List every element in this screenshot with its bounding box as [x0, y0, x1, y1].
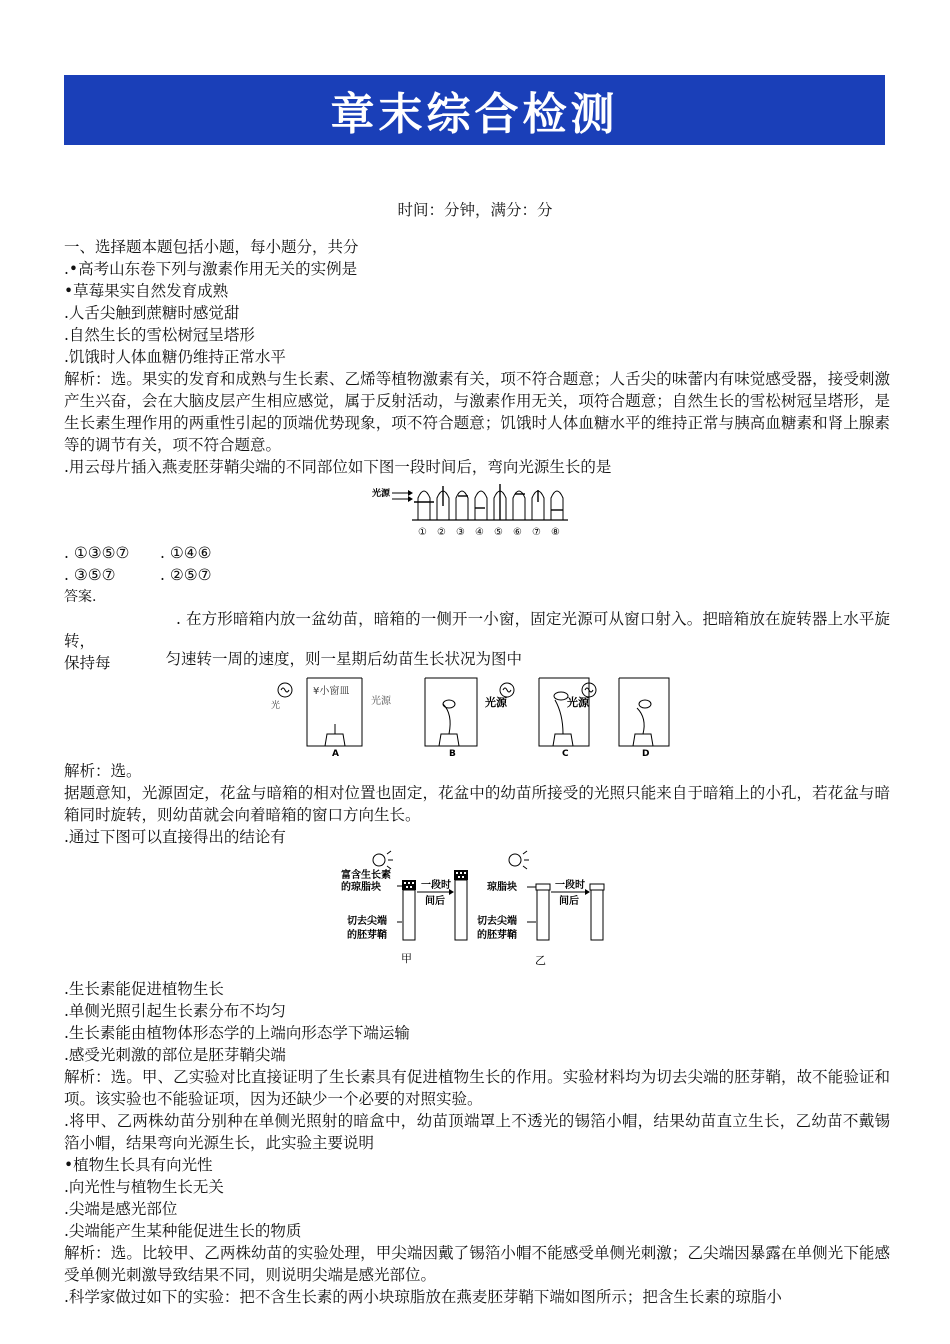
q2-option-c: . ③⑤⑦ [64, 566, 116, 584]
section-heading: 一、选择题本题包括小题，每小题分，共分 [64, 238, 359, 256]
q2-options-row-1 [64, 542, 890, 564]
q2-stem: .用云母片插入燕麦胚芽鞘尖端的不同部位如下图一段时间后，弯向光源生长的是 [64, 458, 612, 476]
figure-number-2: ② [437, 527, 446, 538]
title-banner [64, 75, 885, 145]
q1-option-a: •草莓果实自然发育成熟 [64, 282, 229, 300]
fig4-yi-label: 乙 [535, 954, 546, 967]
q3-stem-part: 保持每 [64, 654, 111, 672]
q2-option-b: . ①④⑥ [160, 544, 212, 562]
figure-number-5: ⑤ [494, 527, 503, 538]
q3-analysis-head: 解析：选。 [64, 762, 142, 780]
figure-number-3: ③ [456, 527, 465, 538]
q1-option-b: .人舌尖触到蔗糖时感觉甜 [64, 304, 240, 322]
figure-number-6: ⑥ [513, 527, 522, 538]
fig4-right-label: 琼脂块 [487, 882, 517, 893]
figure-number-7: ⑦ [532, 527, 541, 538]
q2-option-a: . ①③⑤⑦ [64, 544, 130, 562]
q4-stem: .通过下图可以直接得出的结论有 [64, 828, 286, 846]
q1-option-c: .自然生长的雪松树冠呈塔形 [64, 326, 255, 344]
page-title: 章末综合检测 [330, 89, 619, 140]
q2-answer: 答案. [64, 589, 97, 605]
box-label-a: A [332, 749, 339, 759]
q3-analysis: 据题意知，光源固定，花盆与暗箱的相对位置也固定，花盆中的幼苗所接受的光照只能来自于暗箱上的小孔，若花盆与暗箱同时旋转，则幼苗就会向着暗箱的窗口方向生长。 [64, 784, 890, 824]
fig4-cut-label-r2: 的胚芽鞘 [477, 930, 517, 941]
q5-analysis: 解析：选。比较甲、乙两株幼苗的实验处理，甲尖端因戴了锡箔小帽不能感受单侧光刺激；乙尖端因暴露在单侧光下能感受单侧光刺激导致结果不同，则说明尖端是感光部位。 [64, 1244, 890, 1284]
figure-number-1: ① [418, 527, 427, 538]
fig4-cut-label-r1: 切去尖端 [477, 916, 517, 927]
q4-option-c: .生长素能由植物体形态学的上端向形态学下端运输 [64, 1024, 410, 1042]
q5-option-c: .尖端是感光部位 [64, 1200, 178, 1218]
q1-analysis: 解析：选。果实的发育和成熟与生长素、乙烯等植物激素有关，项不符合题意；人舌尖的味蕾内有味觉感受器，接受刺激产生兴奋，会在大脑皮层产生相应感觉，属于反射活动，与激素作用无关，项符合题意；自然生长的雪松树冠呈塔形，是生长素生理作用的两重性引起的顶端优势现象，项不符合题意；饥饿时人体血糖水平的维持正常与胰高血糖素和肾上腺素等的调节有关，项不符合题意。 [64, 370, 890, 454]
svg-text:光: 光 [271, 701, 281, 711]
fig4-cut-label-2: 的胚芽鞘 [347, 930, 387, 941]
q4-analysis: 解析：选。甲、乙实验对比直接证明了生长素具有促进植物生长的作用。实验材料均为切去尖端的胚芽鞘，故不能验证和项。该实验也不能验证项，因为还缺少一个必要的对照实验。 [64, 1068, 890, 1108]
fig4-left-label-2: 的琼脂块 [341, 882, 381, 893]
time-score-line: 时间：分钟，满分：分 [397, 201, 553, 219]
box-label-b: B [449, 749, 456, 759]
fig4-cut-label-1: 切去尖端 [347, 916, 387, 927]
light-label-2: 光源 [485, 696, 507, 709]
fig4-left-label-1: 富含生长素 [341, 870, 391, 881]
q5-option-b: .向光性与植物生长无关 [64, 1178, 224, 1196]
q5-option-d: .尖端能产生某种能促进生长的物质 [64, 1222, 302, 1240]
q2-option-d: . ②⑤⑦ [160, 566, 212, 584]
auxin-agar-figure [337, 850, 617, 974]
q4-option-d: .感受光刺激的部位是胚芽鞘尖端 [64, 1046, 286, 1064]
q2-options-row-2 [64, 564, 890, 586]
q4-option-b: .单侧光照引起生长素分布不均匀 [64, 1002, 286, 1020]
fig4-arrow-label-r2: 间后 [559, 896, 579, 907]
q5-stem: .将甲、乙两株幼苗分别种在单侧光照射的暗盒中，幼苗顶端罩上不透光的锡箔小帽，结果幼苗直立生长，乙幼苗不戴锡箔小帽，结果弯向光源生长，此实验主要说明 [64, 1112, 890, 1152]
box-label-d: D [642, 749, 650, 759]
light-label-3: 光源 [567, 696, 589, 709]
q1-option-d: .饥饿时人体血糖仍维持正常水平 [64, 348, 286, 366]
figure-number-4: ④ [475, 527, 484, 538]
light-label-1: 光源 [371, 696, 391, 707]
light-source-label: 光源 [372, 489, 391, 499]
dark-box-figure [271, 674, 677, 759]
q6-stem: .科学家做过如下的实验：把不含生长素的两小块琼脂放在燕麦胚芽鞘下端如图所示；把含生长素的琼脂小 [64, 1288, 782, 1306]
fig4-arrow-label-1: 一段时 [421, 880, 451, 891]
fig4-arrow-label-r1: 一段时 [555, 880, 585, 891]
q1-stem: .•高考山东卷下列与激素作用无关的实例是 [64, 260, 358, 278]
figure-number-8: ⑧ [551, 527, 560, 538]
q3-stem-part-cut: 匀速转一周的速度，则一星期后幼苗生长状况为图中 [165, 650, 522, 668]
window-label: ¥小窗皿 [313, 686, 350, 697]
q4-option-a: .生长素能促进植物生长 [64, 980, 224, 998]
box-label-c: C [562, 749, 569, 759]
document-body [64, 236, 890, 1308]
fig4-arrow-label-2: 间后 [425, 896, 445, 907]
q5-option-a: •植物生长具有向光性 [64, 1156, 213, 1174]
q3-stem-continued [64, 652, 890, 672]
coleoptile-mica-figure [372, 480, 582, 538]
q3-stem: . 在方形暗箱内放一盆幼苗，暗箱的一侧开一小窗，固定光源可从窗口射入。把暗箱放在旋转器上水平旋转， [64, 610, 890, 650]
fig4-jia-label: 甲 [401, 952, 412, 965]
